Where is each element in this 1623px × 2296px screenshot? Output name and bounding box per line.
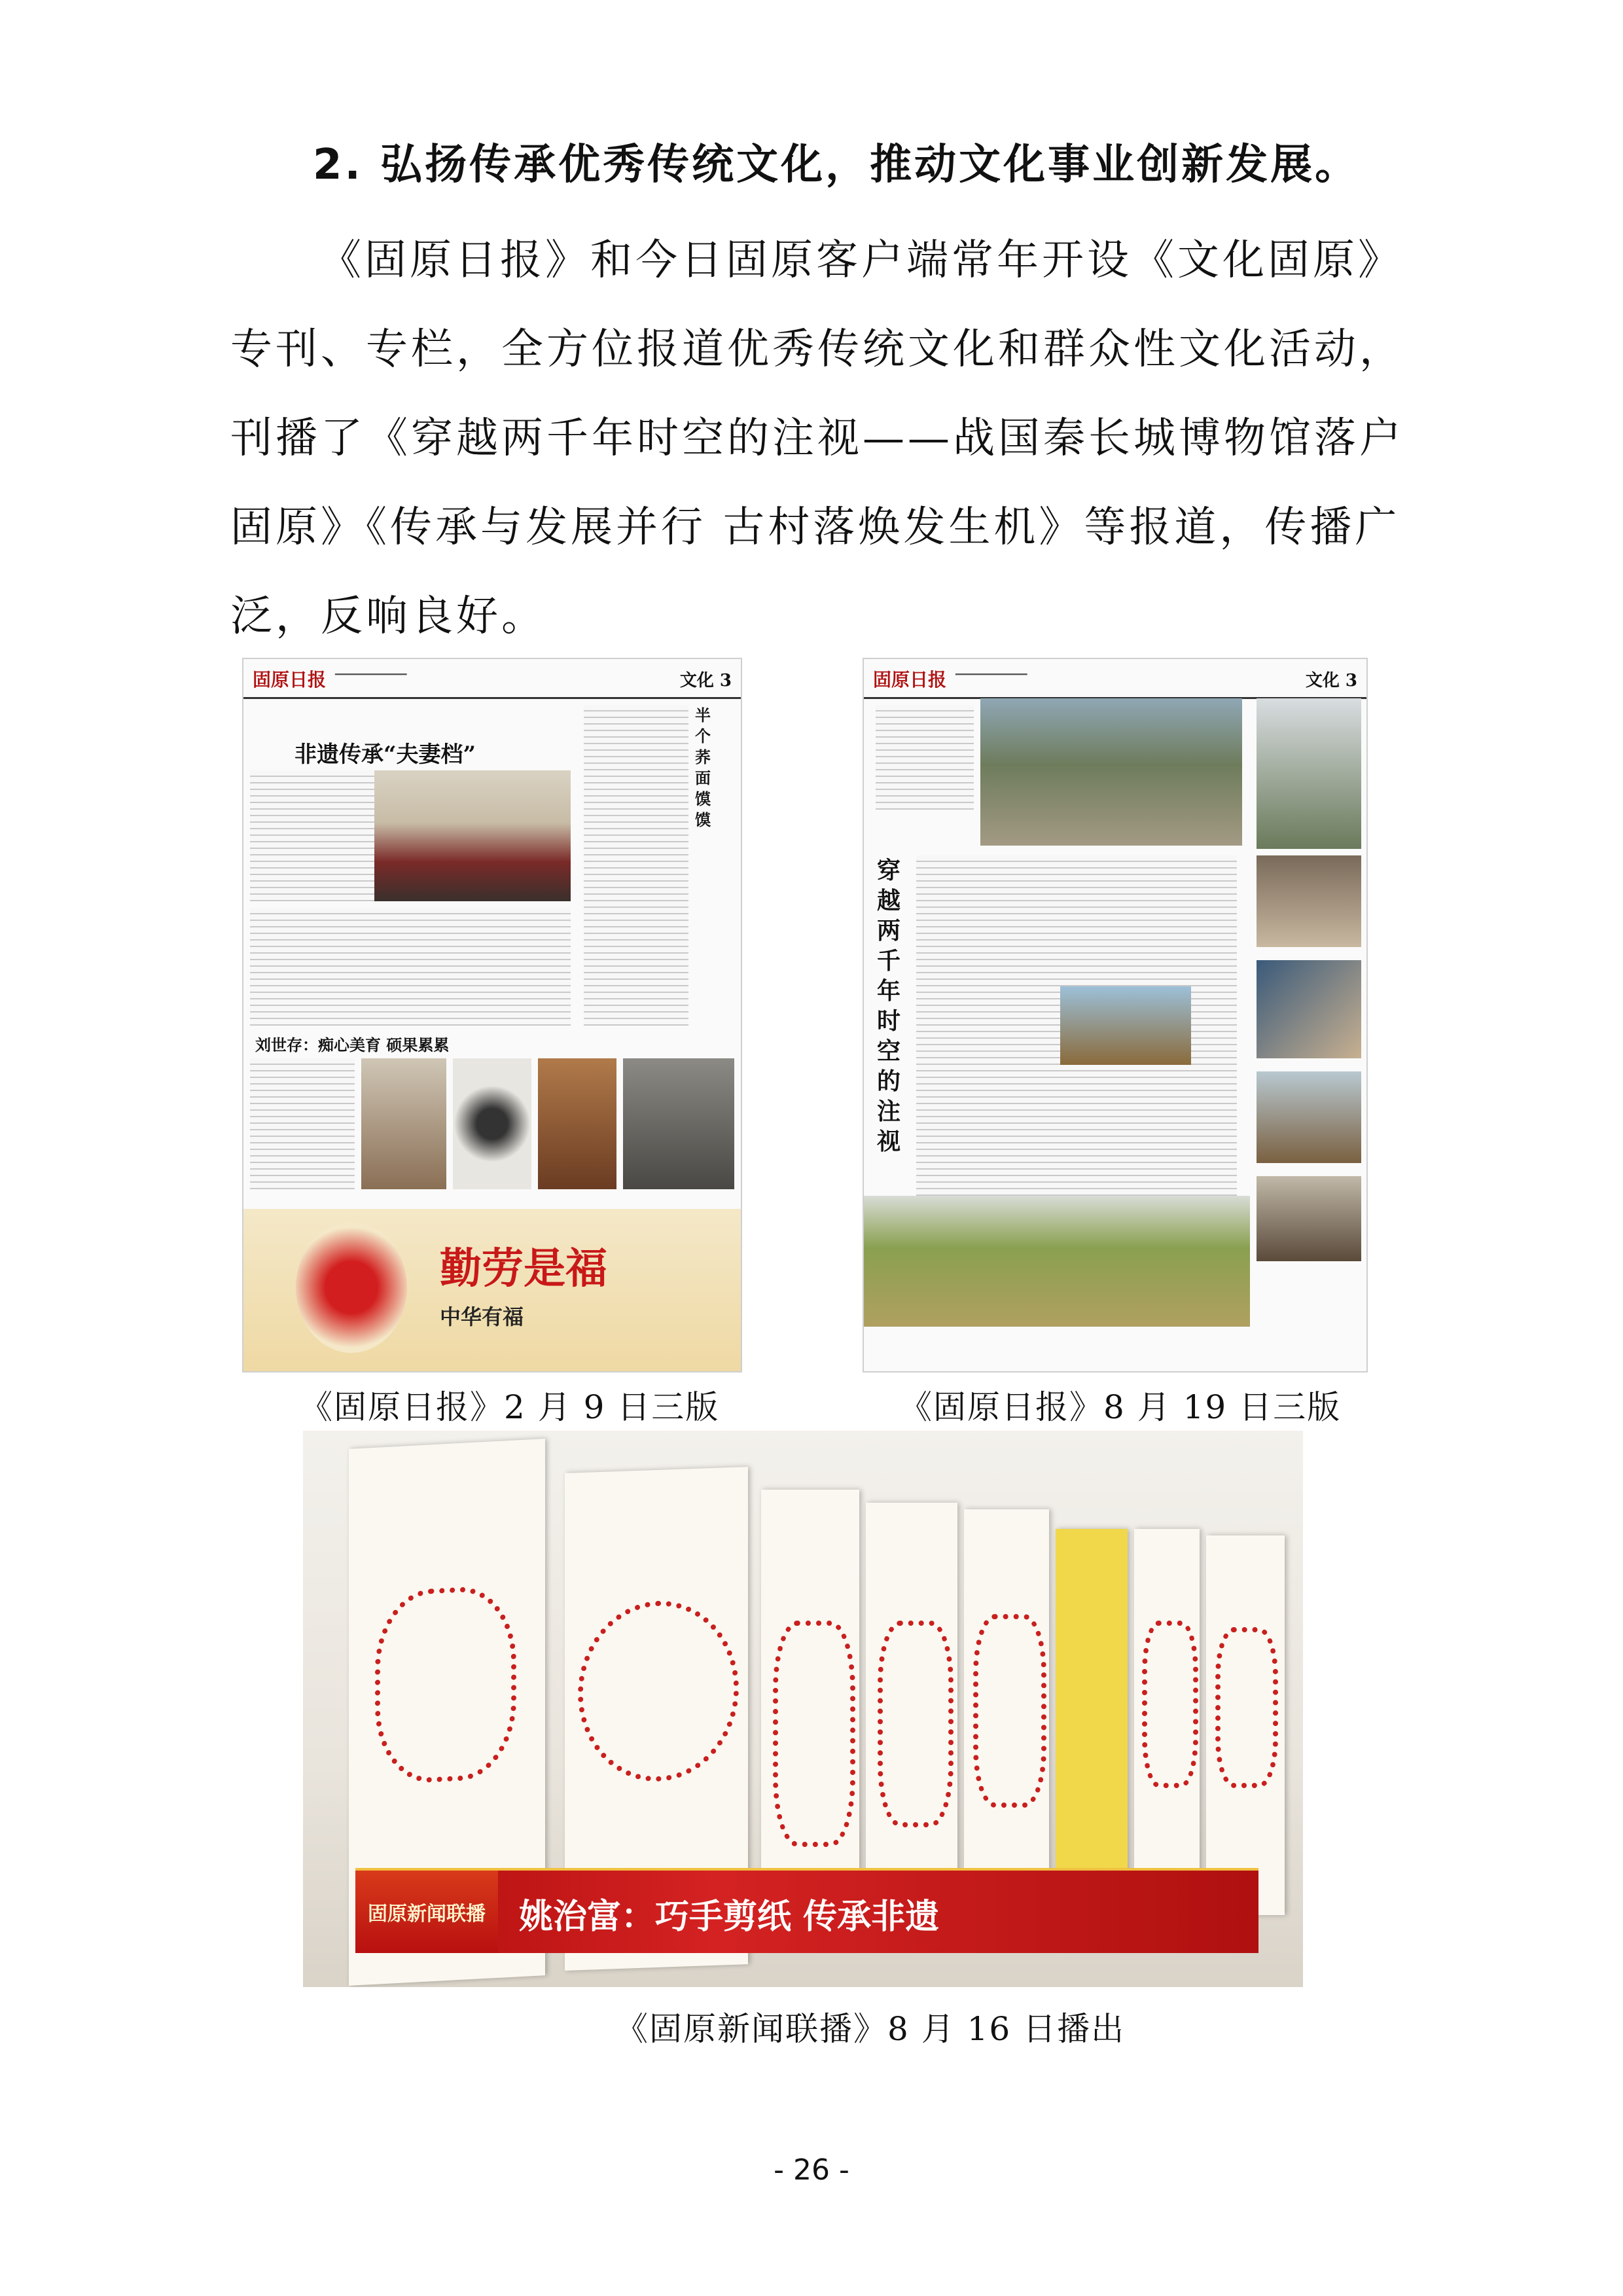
paper-cut-scroll: [1206, 1535, 1285, 1915]
sub-headline: 刘世存：痴心美育 硕果累累: [255, 1035, 450, 1054]
paper-cut-scroll: [1134, 1529, 1200, 1922]
section-label: 文化 3: [1305, 671, 1357, 691]
newspaper-masthead: [243, 659, 741, 699]
flower-paper-cut: [773, 1621, 855, 1847]
paper-cut-motif: [1215, 1627, 1278, 1788]
image-caption-2: 《固原日报》8 月 19 日三版: [899, 1388, 1342, 1426]
text-column: [250, 1058, 355, 1189]
newspaper-logo: 固原日报: [873, 669, 947, 691]
image-caption-1: 《固原日报》2 月 9 日三版: [300, 1388, 720, 1426]
side-article-title: 半个荞面馍馍: [695, 706, 711, 829]
news-broadcast-frame: [303, 1431, 1303, 1987]
text-column: [250, 908, 571, 1026]
page-number: - 26 -: [774, 2153, 849, 2187]
banner-main-text: 勤劳是福: [440, 1244, 607, 1293]
paper-cut-motif: [1142, 1621, 1198, 1788]
newspaper-page-feb-9: [242, 658, 742, 1372]
artwork-image: [361, 1058, 446, 1189]
painting-image: [1257, 960, 1361, 1058]
flower-paper-cut: [878, 1621, 954, 1827]
body-paragraph-text: 《固原日报》和今日固原客户端常年开设《文化固原》专刊、专栏，全方位报道优秀传统文化和群众性文化活动，刊播了《穿越两千年时空的注视——战国秦长城博物馆落户固原》《传承与发展并行 古村落焕发生机》等报道，传播广泛，反响良好。: [230, 236, 1404, 641]
text-column: [584, 705, 688, 1026]
fu-paper-cut-icon: [296, 1222, 407, 1353]
section-heading: 2. 弘扬传承优秀传统文化，推动文化事业创新发展。: [313, 141, 1360, 189]
phoenix-paper-cut: [375, 1584, 516, 1785]
artwork-image: [453, 1058, 531, 1189]
artist-portrait: [1257, 698, 1361, 849]
newspaper-logo: 固原日报: [253, 669, 327, 691]
image-caption-3: 《固原新闻联播》8 月 16 日播出: [615, 2010, 1126, 2048]
landscape-photo: [1060, 986, 1191, 1065]
newspaper-masthead: [864, 659, 1366, 699]
painting-image: [1257, 855, 1361, 947]
article-headline: 非遗传承“夫妻档”: [294, 742, 476, 768]
paper-cut-scroll: [964, 1509, 1049, 1928]
body-paragraph: [230, 216, 1408, 661]
news-headline-text: 姚治富：巧手剪纸 传承非遗: [519, 1897, 940, 1937]
museum-aerial-photo: [980, 698, 1242, 846]
great-wall-landscape-photo: [864, 1196, 1250, 1327]
painting-image: [1257, 1071, 1361, 1163]
vertical-headline: 穿越两千年时空的注视: [877, 857, 901, 1155]
text-column: [876, 705, 974, 810]
program-logo: 固原新闻联播: [355, 1871, 498, 1953]
banner-sub-text: 中华有福: [440, 1304, 524, 1329]
artwork-image: [623, 1058, 734, 1189]
newspaper-page-aug-19: [863, 658, 1368, 1372]
painting-image: [1257, 1176, 1361, 1261]
artwork-image: [538, 1058, 616, 1189]
group-photo: [374, 770, 571, 901]
masthead-meta-lines: ━━━━━━━━━━━━━: [955, 670, 1027, 680]
round-paper-cut: [578, 1598, 739, 1785]
text-column: [250, 770, 374, 901]
section-label: 文化 3: [679, 671, 732, 691]
flower-paper-cut: [973, 1614, 1046, 1808]
masthead-meta-lines: ━━━━━━━━━━━━━: [335, 670, 407, 680]
news-lower-third: [355, 1868, 1258, 1953]
